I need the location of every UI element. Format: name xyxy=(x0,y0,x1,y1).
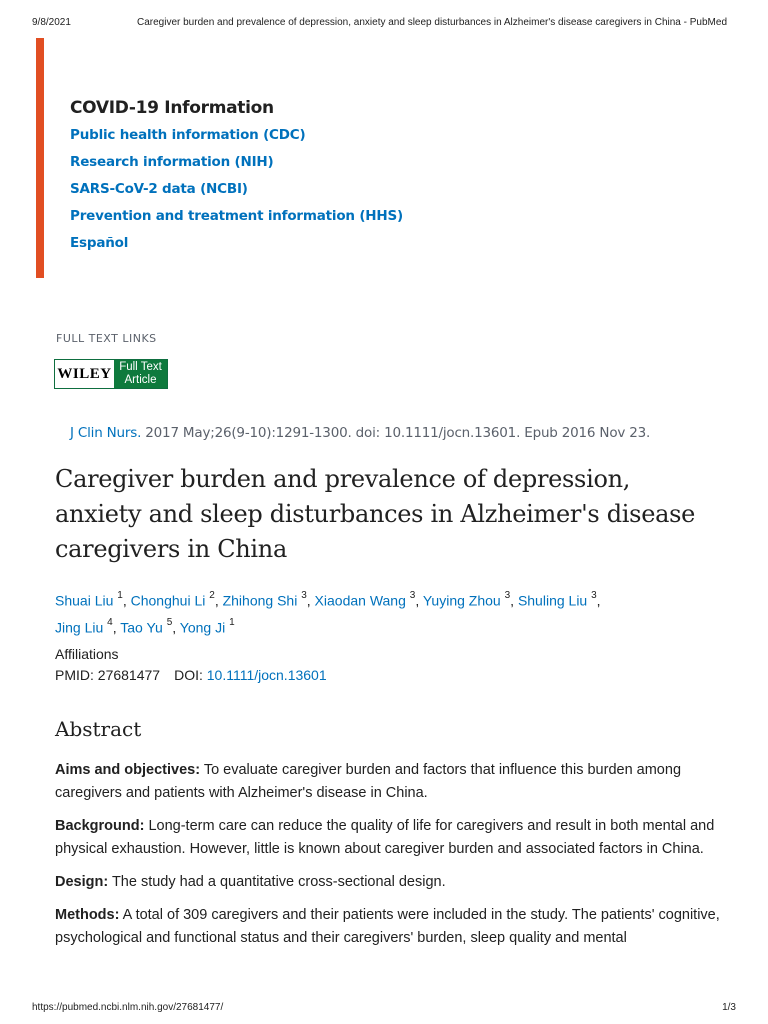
pmid-label: PMID: xyxy=(55,667,98,683)
wiley-full-text-button[interactable] xyxy=(54,359,168,389)
doi-link[interactable]: 10.1111/jocn.13601 xyxy=(206,667,327,683)
author-link[interactable]: Shuai Liu xyxy=(55,592,114,609)
print-page-title: Caregiver burden and prevalence of depression, anxiety and sleep disturbances in Alzheimer's disease caregivers in China - PubMed xyxy=(136,17,728,28)
section-label: Background: xyxy=(55,818,145,834)
accent-bar xyxy=(36,38,44,278)
abstract-section xyxy=(55,815,725,861)
section-text: Long-term care can reduce the quality of life for caregivers and result in both mental and physical exhaustion. However, little is known about caregiver burden and associated factors in China. xyxy=(55,818,715,857)
covid-links xyxy=(70,127,403,262)
article-identifiers xyxy=(55,667,327,683)
author-affiliation-number[interactable]: 3 xyxy=(591,590,597,601)
citation xyxy=(70,425,650,441)
abstract-section xyxy=(55,759,725,805)
article-title: Caregiver burden and prevalence of depression, anxiety and sleep disturbances in Alzheimer's disease caregivers in China xyxy=(55,465,696,563)
author-link[interactable]: Chonghui Li xyxy=(130,592,206,609)
section-label: Design: xyxy=(55,874,109,890)
authors-list: Shuai Liu $^1$, Chonghui Li $^2$, Zhihong Shi $^3$, Xiaodan Wang $^3$, Yuying Zhou $^3$, Shuling Liu $^3$, Jing Liu $^4$, Tao Yu $^5$, Yong Ji $^1$ xyxy=(55,590,601,636)
full-text-links-label: FULL TEXT LINKS xyxy=(56,332,157,345)
section-label: Methods: xyxy=(55,907,120,923)
author-affiliation-number[interactable]: 5 xyxy=(166,616,173,628)
author-link[interactable]: Yuying Zhou xyxy=(422,592,501,609)
print-date: 9/8/2021 xyxy=(32,17,71,28)
author-affiliation-number[interactable]: 1 xyxy=(229,616,235,628)
author-link[interactable]: Shuling Liu xyxy=(517,592,588,609)
abstract-body xyxy=(55,759,725,960)
section-text: To evaluate caregiver burden and factors that influence this burden among caregivers and patients with Alzheimer's disease in China. xyxy=(55,762,682,801)
covid-link-espanol[interactable]: Español xyxy=(70,235,129,251)
covid-heading: COVID-19 Information xyxy=(70,98,274,118)
covid-link-nih[interactable]: Research information (NIH) xyxy=(70,154,274,170)
abstract-section xyxy=(55,871,725,894)
covid-banner xyxy=(36,38,756,278)
covid-link-ncbi[interactable]: SARS-CoV-2 data (NCBI) xyxy=(70,181,248,197)
print-url: https://pubmed.ncbi.nlm.nih.gov/27681477/ xyxy=(32,1002,224,1013)
full-text-article-label xyxy=(114,360,167,388)
citation-details: 2017 May;26(9-10):1291-1300. doi: 10.1111/jocn.13601. Epub 2016 Nov 23. xyxy=(141,425,651,441)
section-text: A total of 309 caregivers and their patients were included in the study. The patients' cognitive, psychological and functional status and their caregivers' burden, sleep quality and mental xyxy=(55,907,720,946)
author-affiliation-number[interactable]: 3 xyxy=(409,590,416,601)
author-affiliation-number[interactable]: 3 xyxy=(301,590,307,601)
affiliations-toggle[interactable]: Affiliations xyxy=(55,646,119,662)
author-link[interactable]: Xiaodan Wang xyxy=(314,592,406,609)
author-affiliation-number[interactable]: 2 xyxy=(209,590,215,601)
full-text-line1: Full Text xyxy=(119,361,162,373)
author-link[interactable]: Jing Liu xyxy=(55,619,104,636)
author-affiliation-number[interactable]: 4 xyxy=(107,616,113,628)
author-affiliation-number[interactable]: 1 xyxy=(117,590,123,601)
section-text: The study had a quantitative cross-sectional design. xyxy=(108,874,446,890)
author-link[interactable]: Tao Yu xyxy=(120,619,163,636)
abstract-section xyxy=(55,904,725,950)
print-header xyxy=(32,17,736,31)
journal-link[interactable]: J Clin Nurs. xyxy=(70,425,142,441)
pmid-value: 27681477 xyxy=(97,667,161,683)
author-affiliation-number[interactable]: 3 xyxy=(504,590,511,601)
author-link[interactable]: Yong Ji xyxy=(179,619,226,636)
covid-link-cdc[interactable]: Public health information (CDC) xyxy=(70,127,306,143)
wiley-logo: WILEY xyxy=(55,360,114,388)
author-link[interactable]: Zhihong Shi xyxy=(222,592,298,609)
abstract-heading: Abstract xyxy=(55,717,142,741)
covid-link-hhs[interactable]: Prevention and treatment information (HHS) xyxy=(70,208,403,224)
full-text-line2: Article xyxy=(124,374,157,386)
section-label: Aims and objectives: xyxy=(55,762,201,778)
doi-label: DOI: xyxy=(174,667,207,683)
print-footer xyxy=(32,1002,736,1016)
print-page-number: 1/3 xyxy=(722,1002,736,1013)
